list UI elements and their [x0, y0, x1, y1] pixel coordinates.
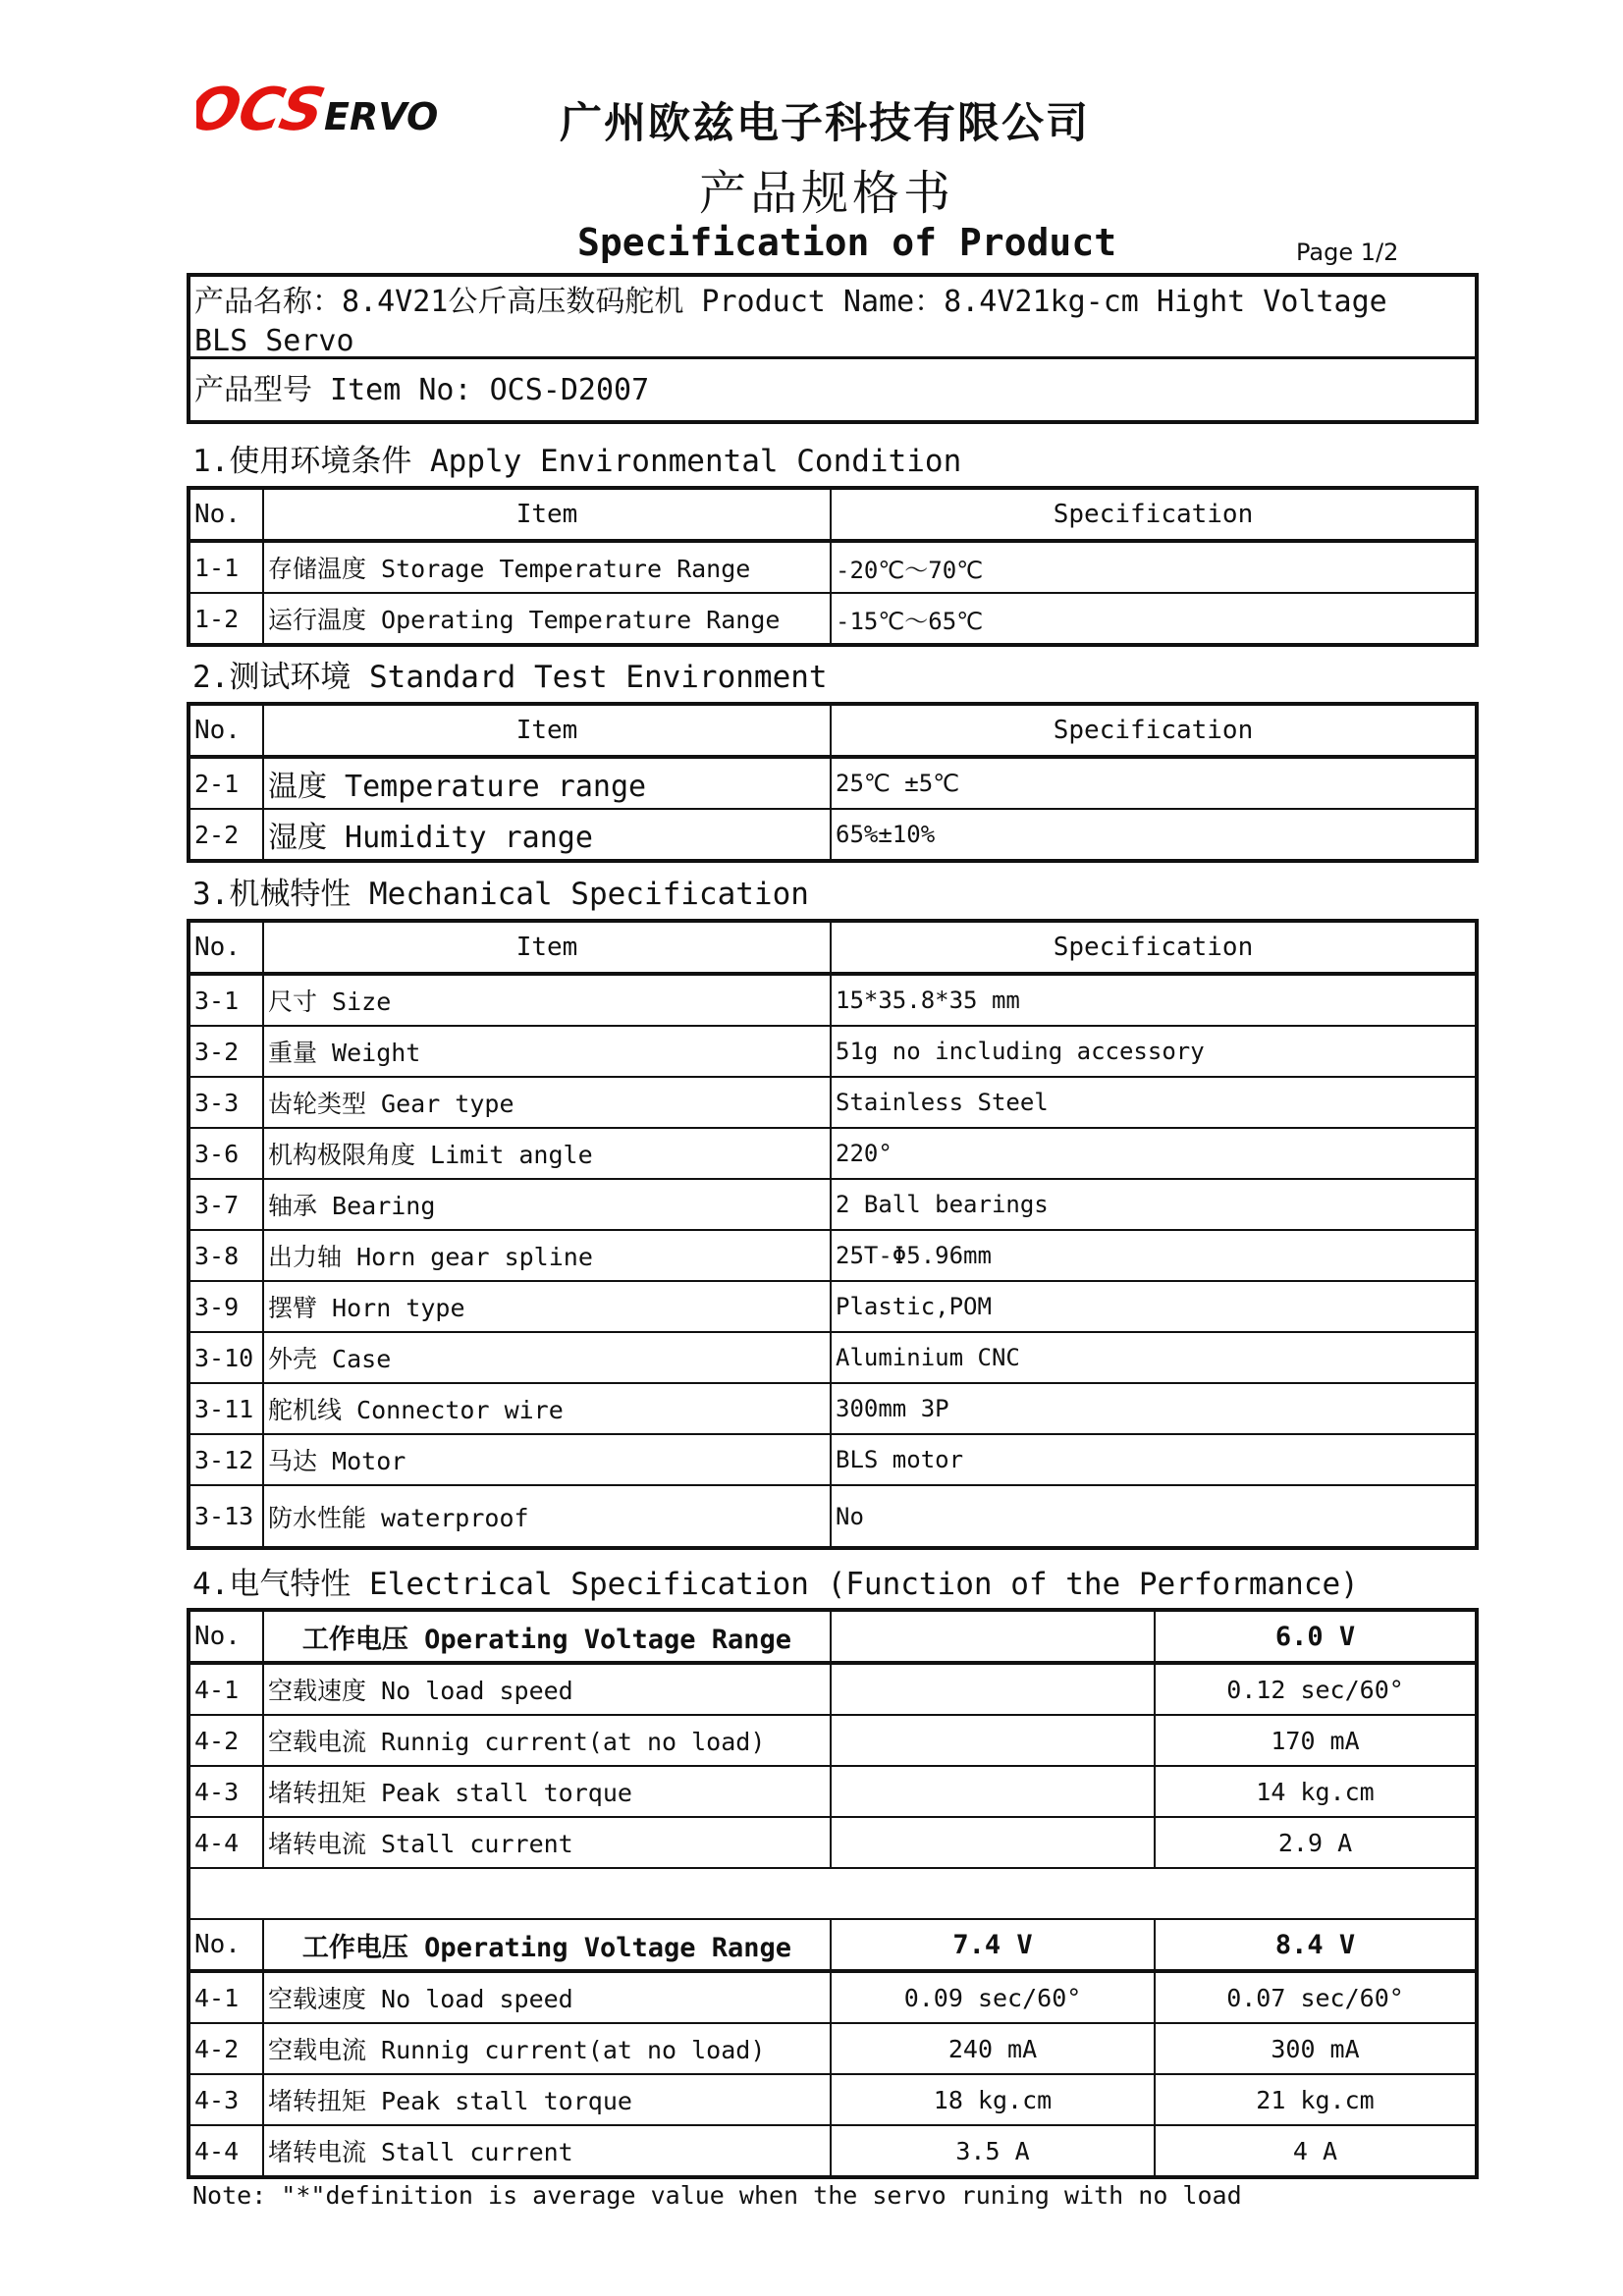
table-row: [189, 1332, 1477, 1383]
table-row: [189, 1077, 1477, 1128]
row-spec: 51g no including accessory: [831, 1026, 1477, 1077]
row-no: 2-2: [189, 809, 263, 861]
row-item: 空载速度 No load speed: [263, 1971, 831, 2023]
header-spec: Specification: [831, 704, 1477, 757]
row-value-2: 14 kg.cm: [1155, 1766, 1477, 1817]
header-item: Item: [263, 488, 831, 541]
table-row: [189, 1485, 1477, 1548]
mechanical-table: [187, 919, 1479, 1550]
row-spec: BLS motor: [831, 1434, 1477, 1485]
row-item: 摆臂 Horn type: [263, 1281, 831, 1332]
row-item: 空载速度 No load speed: [263, 1663, 831, 1715]
row-no: 4-1: [189, 1971, 263, 2023]
voltage-column-2: 6.0 V: [1155, 1610, 1477, 1663]
logo-ocs-text: OCS: [196, 79, 331, 139]
voltage-column-1: [831, 1610, 1155, 1663]
header-no: No.: [189, 488, 263, 541]
voltage-header-row: [189, 1610, 1477, 1663]
row-no: 3-11: [189, 1383, 263, 1434]
row-item: 运行温度 Operating Temperature Range: [263, 593, 831, 645]
row-no: 3-6: [189, 1128, 263, 1179]
row-no: 2-1: [189, 757, 263, 809]
table-header-row: [189, 488, 1477, 541]
header-no: No.: [189, 704, 263, 757]
row-value-2: 0.07 sec/60°: [1155, 1971, 1477, 2023]
table-row: [189, 809, 1477, 861]
product-name-row: [190, 277, 1475, 359]
table-row: [189, 2023, 1477, 2074]
row-item: 存储温度 Storage Temperature Range: [263, 541, 831, 593]
row-value-1: 0.09 sec/60°: [831, 1971, 1155, 2023]
table-row: [189, 1971, 1477, 2023]
row-value-2: 170 mA: [1155, 1715, 1477, 1766]
row-spec: 220°: [831, 1128, 1477, 1179]
row-item: 堵转扭矩 Peak stall torque: [263, 2074, 831, 2125]
row-item: 轴承 Bearing: [263, 1179, 831, 1230]
header-item: Item: [263, 921, 831, 974]
row-spec: 15*35.8*35 mm: [831, 974, 1477, 1026]
spec-title: Specification of Product: [577, 221, 1117, 264]
row-item: 尺寸 Size: [263, 974, 831, 1026]
table-row: [189, 2074, 1477, 2125]
table-row: [189, 1434, 1477, 1485]
spacer-row: [189, 1868, 1477, 1919]
section-3-title: 3.机械特性 Mechanical Specification: [192, 877, 809, 912]
row-item: 空载电流 Runnig current(at no load): [263, 2023, 831, 2074]
header-no: No.: [189, 1919, 263, 1971]
row-no: 4-2: [189, 2023, 263, 2074]
row-spec: 25T-Φ5.96mm: [831, 1230, 1477, 1281]
row-no: 3-3: [189, 1077, 263, 1128]
product-name-line2: BLS Servo: [194, 324, 354, 358]
row-item: 湿度 Humidity range: [263, 809, 831, 861]
row-value-1: [831, 1663, 1155, 1715]
row-no: 3-13: [189, 1485, 263, 1548]
section-2-title: 2.测试环境 Standard Test Environment: [192, 660, 828, 695]
row-spec: Stainless Steel: [831, 1077, 1477, 1128]
page-number: Page 1/2: [1296, 239, 1399, 266]
table-row: [189, 1230, 1477, 1281]
row-no: 4-3: [189, 2074, 263, 2125]
row-item: 堵转扭矩 Peak stall torque: [263, 1766, 831, 1817]
row-spec: -20℃～70℃: [831, 541, 1477, 593]
row-item: 齿轮类型 Gear type: [263, 1077, 831, 1128]
row-no: 3-12: [189, 1434, 263, 1485]
table-row: [189, 1128, 1477, 1179]
row-value-2: 300 mA: [1155, 2023, 1477, 2074]
row-value-2: 21 kg.cm: [1155, 2074, 1477, 2125]
row-spec: Aluminium CNC: [831, 1332, 1477, 1383]
header-voltage-range: 工作电压 Operating Voltage Range: [263, 1610, 831, 1663]
row-no: 3-9: [189, 1281, 263, 1332]
row-no: 4-3: [189, 1766, 263, 1817]
section-1-title: 1.使用环境条件 Apply Environmental Condition: [192, 444, 962, 479]
row-value-1: [831, 1766, 1155, 1817]
table-row: [189, 1383, 1477, 1434]
row-spec: 300mm 3P: [831, 1383, 1477, 1434]
table-row: [189, 593, 1477, 645]
row-item: 堵转电流 Stall current: [263, 2125, 831, 2177]
table-header-row: [189, 921, 1477, 974]
test-environment-table: [187, 702, 1479, 863]
row-spec: Plastic,POM: [831, 1281, 1477, 1332]
row-value-1: [831, 1817, 1155, 1868]
row-value-1: 240 mA: [831, 2023, 1155, 2074]
row-no: 4-2: [189, 1715, 263, 1766]
row-no: 3-1: [189, 974, 263, 1026]
table-row: [189, 2125, 1477, 2177]
table-row: [189, 1766, 1477, 1817]
header-voltage-range: 工作电压 Operating Voltage Range: [263, 1919, 831, 1971]
row-no: 1-1: [189, 541, 263, 593]
row-spec: -15℃～65℃: [831, 593, 1477, 645]
row-no: 3-8: [189, 1230, 263, 1281]
table-row: [189, 974, 1477, 1026]
row-value-2: 4 A: [1155, 2125, 1477, 2177]
item-number-row: 产品型号 Item No: OCS-D2007: [194, 373, 650, 407]
footnote: Note: "*"definition is average value when the servo runing with no load: [192, 2181, 1242, 2210]
row-spec: 65%±10%: [831, 809, 1477, 861]
table-row: [189, 1026, 1477, 1077]
electrical-table: [187, 1608, 1479, 2179]
row-item: 外壳 Case: [263, 1332, 831, 1383]
row-item: 重量 Weight: [263, 1026, 831, 1077]
table-row: [189, 541, 1477, 593]
row-item: 空载电流 Runnig current(at no load): [263, 1715, 831, 1766]
voltage-column-2: 8.4 V: [1155, 1919, 1477, 1971]
logo-servo-text: ERVO: [324, 95, 439, 138]
row-no: 3-10: [189, 1332, 263, 1383]
header-spec: Specification: [831, 921, 1477, 974]
header-no: No.: [189, 1610, 263, 1663]
row-item: 出力轴 Horn gear spline: [263, 1230, 831, 1281]
row-item: 防水性能 waterproof: [263, 1485, 831, 1548]
row-value-1: [831, 1715, 1155, 1766]
product-name-line1: 产品名称：8.4V21公斤高压数码舵机 Product Name：8.4V21kg-cm Hight Voltage: [194, 285, 1387, 319]
row-value-2: 2.9 A: [1155, 1817, 1477, 1868]
table-row: [189, 1281, 1477, 1332]
row-no: 4-4: [189, 1817, 263, 1868]
ocservo-logo: [196, 79, 457, 139]
row-spec: 25℃ ±5℃: [831, 757, 1477, 809]
table-row: [189, 757, 1477, 809]
environment-table: [187, 486, 1479, 647]
table-header-row: [189, 704, 1477, 757]
company-name: 广州欧兹电子科技有限公司: [560, 99, 1090, 148]
document-title: 产品规格书: [699, 166, 955, 221]
row-spec: No: [831, 1485, 1477, 1548]
header-no: No.: [189, 921, 263, 974]
row-value-2: 0.12 sec/60°: [1155, 1663, 1477, 1715]
row-item: 机构极限角度 Limit angle: [263, 1128, 831, 1179]
table-row: [189, 1715, 1477, 1766]
row-no: 3-2: [189, 1026, 263, 1077]
row-value-1: 18 kg.cm: [831, 2074, 1155, 2125]
table-row: [189, 1817, 1477, 1868]
row-no: 1-2: [189, 593, 263, 645]
row-no: 4-1: [189, 1663, 263, 1715]
row-spec: 2 Ball bearings: [831, 1179, 1477, 1230]
row-item: 马达 Motor: [263, 1434, 831, 1485]
row-no: 3-7: [189, 1179, 263, 1230]
row-item: 温度 Temperature range: [263, 757, 831, 809]
table-row: [189, 1663, 1477, 1715]
header-item: Item: [263, 704, 831, 757]
voltage-header-row: [189, 1919, 1477, 1971]
row-item: 舵机线 Connector wire: [263, 1383, 831, 1434]
voltage-column-1: 7.4 V: [831, 1919, 1155, 1971]
section-4-title: 4.电气特性 Electrical Specification (Function of the Performance): [192, 1567, 1359, 1602]
blank-cell: [189, 1868, 1477, 1919]
product-info-box: [187, 273, 1479, 424]
row-item: 堵转电流 Stall current: [263, 1817, 831, 1868]
row-value-1: 3.5 A: [831, 2125, 1155, 2177]
row-no: 4-4: [189, 2125, 263, 2177]
table-row: [189, 1179, 1477, 1230]
header-spec: Specification: [831, 488, 1477, 541]
